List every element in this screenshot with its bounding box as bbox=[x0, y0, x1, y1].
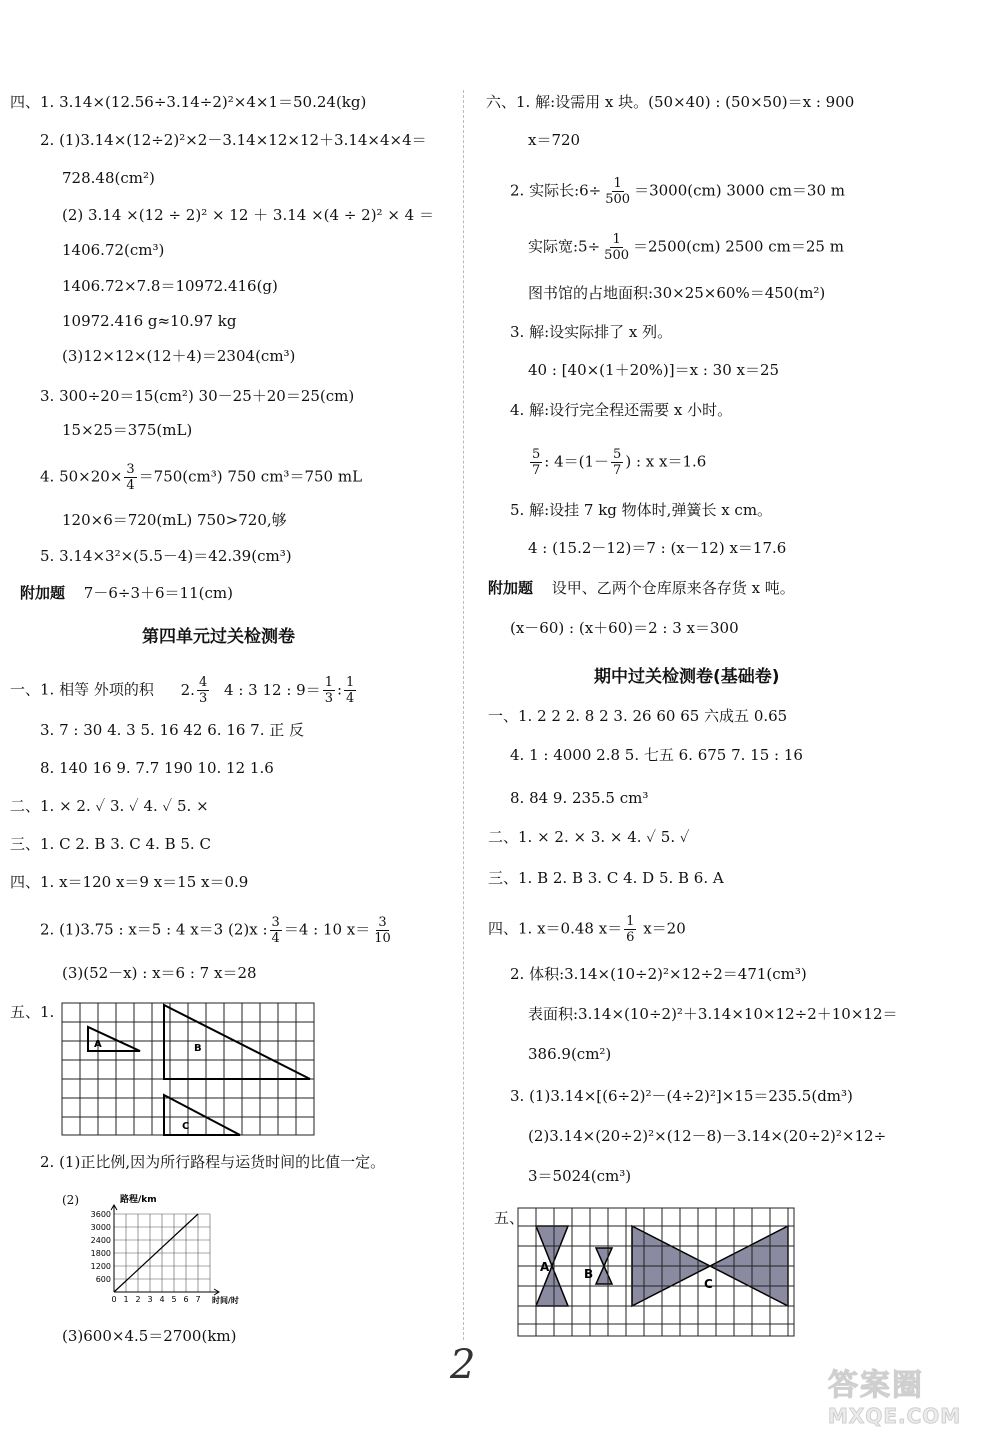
answer-line bbox=[528, 232, 844, 263]
answer-line: (3)(52－x) : x＝6 : 7 x＝28 bbox=[62, 964, 257, 982]
text: ＝2500(cm) 2500 cm＝25 m bbox=[633, 237, 844, 256]
denominator: 6 bbox=[626, 930, 635, 945]
x-tick: 1 bbox=[123, 1295, 129, 1304]
fraction bbox=[624, 914, 636, 945]
denominator: 7 bbox=[532, 463, 541, 478]
answer-line: 3. 300÷20＝15(cm²) 30－25＋20＝25(cm) bbox=[40, 387, 355, 405]
fraction bbox=[323, 675, 335, 706]
label-b: B bbox=[584, 1267, 594, 1281]
answer-line: 3. 7 : 30 4. 3 5. 16 42 6. 16 7. 正 反 bbox=[40, 721, 305, 739]
watermark-bottom-text: MXQE.COM bbox=[828, 1404, 962, 1428]
y-tick: 3600 bbox=[90, 1210, 111, 1219]
denominator: 3 bbox=[198, 691, 208, 706]
graph-grid bbox=[114, 1214, 210, 1292]
answer-line: 图书馆的占地面积:30×25×60%＝450(m²) bbox=[528, 284, 826, 302]
fraction bbox=[603, 176, 632, 207]
label-a: A bbox=[540, 1260, 550, 1274]
y-tick: 1800 bbox=[90, 1249, 111, 1258]
answer-line: 二、1. × 2. ✓ 3. ✓ 4. ✓ 5. × bbox=[10, 797, 209, 815]
answer-line bbox=[10, 675, 358, 706]
denominator: 10 bbox=[374, 931, 391, 946]
x-tick: 6 bbox=[183, 1295, 189, 1304]
answer-line: (3)12×12×(12＋4)＝2304(cm³) bbox=[62, 347, 296, 365]
answer-line: (2)3.14×(20÷2)²×(12－8)－3.14×(20÷2)²×12÷ bbox=[528, 1127, 887, 1145]
text: : 4＝(1－ bbox=[544, 452, 610, 471]
answer-line: 10972.416 g≈10.97 kg bbox=[62, 312, 237, 330]
graph-ylabel: 路程/km bbox=[120, 1195, 157, 1205]
answer-line: 728.48(cm²) bbox=[62, 169, 155, 187]
text: 4 : 3 12 : 9＝ bbox=[224, 680, 321, 699]
line-graph bbox=[78, 1192, 278, 1312]
grid-figure-2 bbox=[516, 1206, 798, 1340]
text: ＝4 : 10 x＝ bbox=[283, 920, 371, 939]
answer-line: 2. (1)正比例,因为所行路程与运货时间的比值一定。 bbox=[40, 1153, 386, 1171]
x-tick: 2 bbox=[135, 1295, 141, 1304]
fraction bbox=[270, 915, 282, 946]
x-tick: 3 bbox=[147, 1295, 153, 1304]
denominator: 4 bbox=[271, 931, 280, 946]
answer-line bbox=[488, 914, 686, 945]
answer-line: 1406.72×7.8＝10972.416(g) bbox=[62, 277, 278, 295]
page-number: 2 bbox=[450, 1342, 476, 1388]
label-c: C bbox=[182, 1121, 190, 1132]
answer-line: 六、1. 解:设需用 x 块。(50×40) : (50×50)＝x : 900 bbox=[486, 93, 855, 111]
text: ＝3000(cm) 3000 cm＝30 m bbox=[634, 181, 845, 200]
bonus-line bbox=[20, 583, 233, 603]
text: 4. 50×20× bbox=[40, 467, 123, 486]
answer-line: 表面积:3.14×(10÷2)²＋3.14×10×12÷2＋10×12＝ bbox=[528, 1005, 898, 1023]
text: 2. bbox=[180, 680, 195, 699]
answer-line: 386.9(cm²) bbox=[528, 1045, 612, 1063]
answer-line: (2) 3.14 ×(12 ÷ 2)² × 12 ＋ 3.14 ×(4 ÷ 2)² × 4 ＝ bbox=[62, 206, 434, 224]
numerator: 3 bbox=[126, 462, 135, 477]
numerator: 1 bbox=[613, 176, 622, 191]
triangle-c bbox=[164, 1095, 240, 1135]
answer-line: 8. 140 16 9. 7.7 190 10. 12 1.6 bbox=[40, 759, 274, 777]
numerator: 1 bbox=[324, 675, 333, 690]
answer-line: 15×25＝375(mL) bbox=[62, 421, 193, 439]
answer-line: (x－60) : (x＋60)＝2 : 3 x＝300 bbox=[510, 619, 739, 637]
numerator: 1 bbox=[612, 232, 621, 247]
answer-line: 二、1. × 2. × 3. × 4. ✓ 5. ✓ bbox=[488, 828, 690, 846]
y-tick: 600 bbox=[95, 1275, 111, 1284]
grid-lines bbox=[62, 1003, 314, 1135]
text: 四、1. x＝0.48 x＝ bbox=[488, 919, 623, 938]
answer-line: 四、1. x＝120 x＝9 x＝15 x＝0.9 bbox=[10, 873, 249, 891]
answer-line: 2. (1)3.14×(12÷2)²×2－3.14×12×12＋3.14×4×4＝ bbox=[40, 131, 427, 149]
graph-axes bbox=[111, 1205, 219, 1295]
text: : bbox=[336, 680, 343, 699]
label-b: B bbox=[194, 1043, 202, 1054]
answer-line: 3. (1)3.14×[(6÷2)²－(4÷2)²]×15＝235.5(dm³) bbox=[510, 1087, 853, 1105]
answer-line bbox=[528, 447, 706, 478]
answer-line: 三、1. B 2. B 3. C 4. D 5. B 6. A bbox=[488, 869, 724, 887]
section-title: 期中过关检测卷(基础卷) bbox=[594, 667, 780, 687]
denominator: 4 bbox=[126, 478, 135, 493]
x-tick-labels bbox=[111, 1295, 200, 1304]
answer-line: 五、 bbox=[494, 1209, 525, 1227]
x-tick: 5 bbox=[171, 1295, 177, 1304]
answer-line: 2. 体积:3.14×(10÷2)²×12÷2＝471(cm³) bbox=[510, 965, 807, 983]
watermark-top-text: 答案圈 bbox=[828, 1368, 924, 1403]
shape-b-top bbox=[596, 1248, 612, 1266]
fraction bbox=[197, 675, 209, 706]
denominator: 4 bbox=[346, 691, 355, 706]
triangle-b bbox=[164, 1005, 310, 1079]
grid-figure-1 bbox=[60, 1001, 320, 1139]
numerator: 3 bbox=[271, 915, 280, 930]
answer-line: 五、1. bbox=[10, 1003, 55, 1021]
column-divider bbox=[463, 90, 464, 1340]
fraction bbox=[530, 447, 542, 478]
answer-line: 40 : [40×(1＋20%)]＝x : 30 x＝25 bbox=[528, 361, 780, 379]
y-tick-labels bbox=[91, 1210, 111, 1284]
bonus-line bbox=[488, 578, 795, 598]
fraction bbox=[372, 915, 393, 946]
graph-xlabel: 时间/时 bbox=[212, 1296, 239, 1305]
numerator: 4 bbox=[198, 675, 208, 690]
bonus-label: 附加题 bbox=[20, 584, 66, 602]
answer-line bbox=[40, 462, 362, 493]
x-tick: 4 bbox=[159, 1295, 165, 1304]
text: 一、1. 相等 外项的积 bbox=[10, 680, 154, 699]
numerator: 3 bbox=[378, 915, 387, 930]
denominator: 3 bbox=[324, 691, 333, 706]
fraction bbox=[124, 462, 136, 493]
answer-line bbox=[40, 915, 395, 946]
x-tick: 0 bbox=[111, 1295, 117, 1304]
numerator: 1 bbox=[346, 675, 355, 690]
text: ＝750(cm³) 750 cm³＝750 mL bbox=[138, 467, 363, 486]
answer-line: 1406.72(cm³) bbox=[62, 241, 165, 259]
answer-line: 一、1. 2 2 2. 8 2 3. 26 60 65 六成五 0.65 bbox=[488, 707, 788, 725]
fraction bbox=[344, 675, 356, 706]
text: 2. 实际长:6÷ bbox=[510, 181, 602, 200]
text: 设甲、乙两个仓库原来各存货 x 吨。 bbox=[551, 579, 795, 597]
numerator: 5 bbox=[613, 447, 622, 462]
label-c: C bbox=[704, 1277, 713, 1291]
answer-line: 4. 1 : 4000 2.8 5. 七五 6. 675 7. 15 : 16 bbox=[510, 746, 803, 764]
answer-line: 4. 解:设行完全程还需要 x 小时。 bbox=[510, 401, 733, 419]
text: 7－6÷3＋6＝11(cm) bbox=[83, 584, 233, 602]
answer-line: 8. 84 9. 235.5 cm³ bbox=[510, 789, 649, 807]
shape-b-bottom bbox=[596, 1266, 612, 1284]
fraction bbox=[611, 447, 623, 478]
label-a: A bbox=[94, 1039, 102, 1050]
section-title: 第四单元过关检测卷 bbox=[142, 627, 295, 647]
denominator: 500 bbox=[604, 248, 629, 263]
answer-line: 5. 解:设挂 7 kg 物体时,弹簧长 x cm。 bbox=[510, 501, 773, 519]
y-tick: 1200 bbox=[90, 1262, 111, 1271]
y-tick: 3000 bbox=[90, 1223, 111, 1232]
answer-line: 4 : (15.2－12)＝7 : (x－12) x＝17.6 bbox=[528, 539, 787, 557]
numerator: 1 bbox=[626, 914, 635, 929]
text: 实际宽:5÷ bbox=[528, 237, 601, 256]
denominator: 500 bbox=[605, 192, 631, 207]
answer-line: 120×6＝720(mL) 750>720,够 bbox=[62, 511, 287, 529]
numerator: 5 bbox=[532, 447, 541, 462]
bonus-label: 附加题 bbox=[488, 579, 534, 597]
text: 2. (1)3.75 : x＝5 : 4 x＝3 (2)x : bbox=[40, 920, 268, 939]
answer-line: 四、1. 3.14×(12.56÷3.14÷2)²×4×1＝50.24(kg) bbox=[10, 93, 367, 111]
watermark-logo bbox=[828, 1360, 993, 1430]
answer-line: 三、1. C 2. B 3. C 4. B 5. C bbox=[10, 835, 211, 853]
answer-line: 3. 解:设实际排了 x 列。 bbox=[510, 323, 673, 341]
answer-line bbox=[510, 176, 845, 207]
answer-line: (3)600×4.5＝2700(km) bbox=[62, 1327, 237, 1345]
answer-line: x＝720 bbox=[528, 131, 581, 149]
text: x＝20 bbox=[638, 919, 686, 938]
denominator: 7 bbox=[613, 463, 622, 478]
x-tick: 7 bbox=[195, 1295, 201, 1304]
y-tick: 2400 bbox=[90, 1236, 111, 1245]
answer-line: (2) bbox=[62, 1193, 79, 1207]
answer-line: 3＝5024(cm³) bbox=[528, 1167, 632, 1185]
text: ) : x x＝1.6 bbox=[625, 452, 707, 471]
answer-line: 5. 3.14×3²×(5.5－4)＝42.39(cm³) bbox=[40, 547, 292, 565]
fraction bbox=[602, 232, 631, 263]
